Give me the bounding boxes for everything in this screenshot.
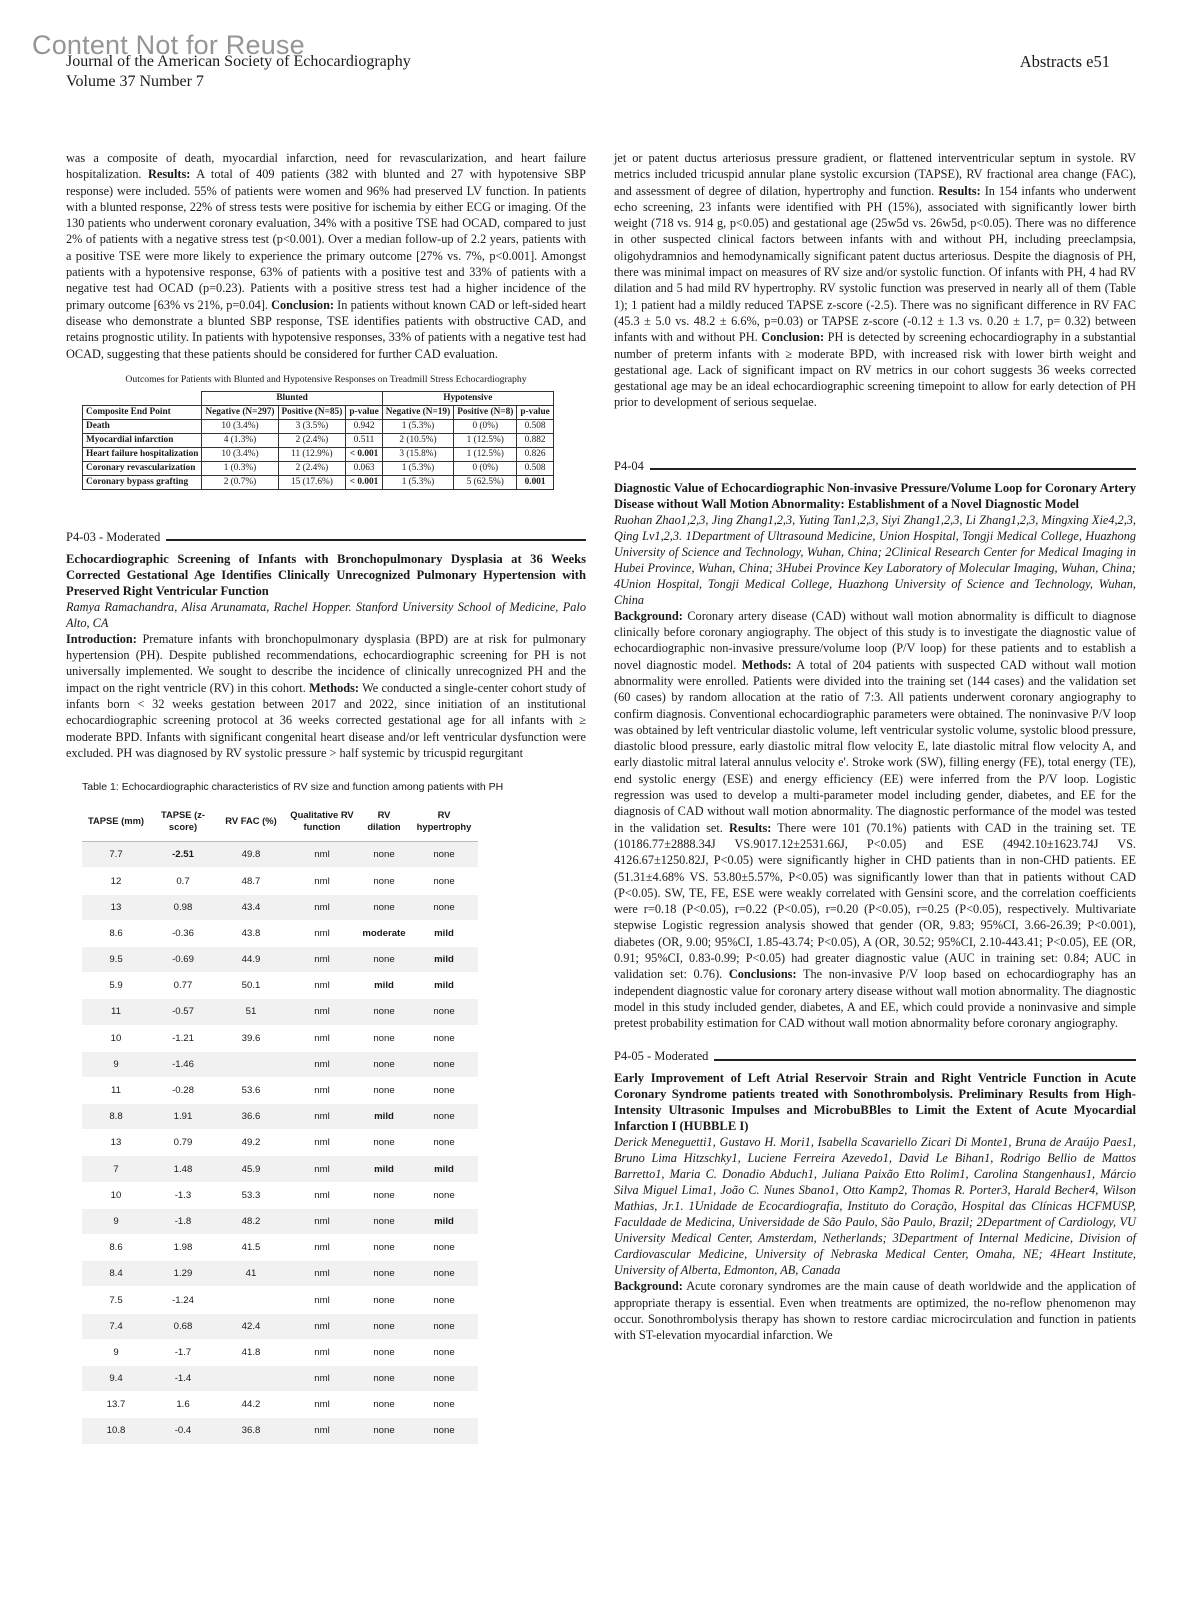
table-row: [82, 999, 478, 1025]
table-cell: 0 (0%): [454, 461, 517, 475]
table-cell: none: [358, 1130, 410, 1156]
table-cell: 43.4: [216, 894, 286, 920]
text-run: In patients without known CAD or left-sided heart disease who demonstrate a blunted SBP response, TSE identifies patients with obstructive CAD, and retains prognostic utility. In patients with hypotensive responses, 33% of patients with a negative test had OCAD, suggesting that these patients should be considered for further CAD evaluation.: [66, 297, 586, 361]
table-cell: none: [410, 1392, 478, 1418]
table-row: [83, 461, 554, 475]
table-cell: 8.8: [82, 1104, 150, 1130]
table-cell: Death: [83, 419, 202, 433]
table-cell: 0.826: [517, 447, 553, 461]
column-header: Negative (N=297): [202, 405, 278, 419]
table-cell: none: [410, 1339, 478, 1365]
table-cell: none: [410, 1182, 478, 1208]
table-cell: none: [358, 894, 410, 920]
table-cell: moderate: [358, 920, 410, 946]
table-cell: [216, 1365, 286, 1391]
table-cell: 11 (12.9%): [278, 447, 346, 461]
column-header: p-value: [346, 405, 382, 419]
text-run: In 154 infants who underwent echo screening, 23 infants were identified with PH (15%), associated with significantly lower birth weight (718 vs. 914 g, p<0.05) and gestational age (25w5d vs. 26w5d, p<0.05). There was no difference in other suspected clinical factors between infants with and without PH, including preeclampsia, oligohydramnios and hemodynamically significant patent ductus arteriosus. Despite the diagnosis of PH, there was minimal impact on measures of RV size and/or systolic function. Of infants with PH, 4 had RV dilation and 5 had mild RV hypertrophy. RV systolic function was preserved in nearly all of them (Table 1); 1 patient had a mildly reduced TAPSE z-score (-2.5). There was no significant difference in RV FAC (45.3 ± 5.0 vs. 48.2 ± 6.6%, p=0.03) or TAPSE z-score (-0.12 ± 1.3 vs. 0.20 ± 1.7, p= 0.32) between infants with and without PH.: [614, 183, 1136, 345]
table-cell: 1 (5.3%): [382, 419, 453, 433]
text-run: was a composite of death, myocardial infarction, need for revascularization, and heart failure hospitalization.: [66, 151, 586, 182]
table-cell: 1 (12.5%): [454, 433, 517, 447]
run-in-heading: Conclusions:: [728, 967, 797, 982]
table-cell: none: [410, 1104, 478, 1130]
table-cell: 2 (0.7%): [202, 475, 278, 489]
table-cell: none: [358, 1365, 410, 1391]
table-cell: 51: [216, 999, 286, 1025]
table-cell: 43.8: [216, 920, 286, 946]
table-cell: 2 (2.4%): [278, 433, 346, 447]
table-cell: none: [410, 1287, 478, 1313]
table-cell: none: [358, 1392, 410, 1418]
section-label: P4-03 - Moderated: [66, 529, 161, 544]
column-header: TAPSE (z-score): [150, 803, 216, 842]
group-header: Blunted: [202, 391, 382, 405]
table-row: [82, 1051, 478, 1077]
table-cell: 8.6: [82, 1235, 150, 1261]
abstract-body: [66, 631, 586, 761]
table-cell: 0.942: [346, 419, 382, 433]
table-row: [82, 1182, 478, 1208]
table-cell: 13.7: [82, 1392, 150, 1418]
table-cell: -0.69: [150, 946, 216, 972]
table-cell: < 0.001: [346, 447, 382, 461]
table-row: [82, 1156, 478, 1182]
table-cell: 8.4: [82, 1261, 150, 1287]
run-in-heading: Methods:: [741, 657, 792, 672]
table-row: [83, 475, 554, 489]
column-header: Qualitative RV function: [286, 803, 358, 842]
table-cell: 44.9: [216, 946, 286, 972]
table-cell: 48.2: [216, 1208, 286, 1234]
table-cell: 1.29: [150, 1261, 216, 1287]
table-cell: 0.508: [517, 461, 553, 475]
table-cell: 9: [82, 1339, 150, 1365]
column-header: p-value: [517, 405, 553, 419]
table-cell: nml: [286, 920, 358, 946]
table-cell: none: [358, 1051, 410, 1077]
table-cell: 0.508: [517, 419, 553, 433]
table-row: [82, 1287, 478, 1313]
table-cell: nml: [286, 1339, 358, 1365]
table-row: [82, 946, 478, 972]
table-cell: -0.28: [150, 1077, 216, 1103]
table-cell: none: [358, 1418, 410, 1444]
journal-volume: Volume 37 Number 7: [66, 73, 204, 90]
table-cell: 42.4: [216, 1313, 286, 1339]
table-cell: 1 (5.3%): [382, 475, 453, 489]
table-row: [82, 1235, 478, 1261]
table-cell: 10 (3.4%): [202, 419, 278, 433]
table-cell: 1 (12.5%): [454, 447, 517, 461]
table-cell: none: [410, 1130, 478, 1156]
right-column: [614, 150, 1136, 1344]
table-cell: nml: [286, 1025, 358, 1051]
abstract-title: Echocardiographic Screening of Infants with Bronchopulmonary Dysplasia at 36 Weeks Corrected Gestational Age Identifies Clinically Unrecognized Pulmonary Hypertension with Preserved Right Ventricular Function: [66, 551, 586, 598]
table-cell: -1.46: [150, 1051, 216, 1077]
table-cell: nml: [286, 1418, 358, 1444]
table-cell: 1.48: [150, 1156, 216, 1182]
table-cell: 49.2: [216, 1130, 286, 1156]
table-cell: 53.6: [216, 1077, 286, 1103]
column-header: RV hypertrophy: [410, 803, 478, 842]
table-cell: 4 (1.3%): [202, 433, 278, 447]
column-header: Negative (N=19): [382, 405, 453, 419]
table-cell: none: [410, 1313, 478, 1339]
abstract-authors: Ruohan Zhao1,2,3, Jing Zhang1,2,3, Yuting Tan1,2,3, Siyi Zhang1,2,3, Li Zhang1,2,3, Mingxing Xie4,2,3, Qing Lv1,2,3. 1Department of Ultrasound Medicine, Union Hospital, Tongji Medical College, Huazhong University of Science and Technology, Wuhan, China; 2Clinical Research Center for Medical Imaging in Hubei Province, Wuhan, China; 3Hubei Province Key Laboratory of Molecular Imaging, Wuhan, China; 4Union Hospital, Tongji Medical College, Huazhong University of Science and Technology, Wuhan, China: [614, 512, 1136, 607]
table2-caption: Table 1: Echocardiographic characteristics of RV size and function among patients with PH: [82, 781, 504, 794]
table-cell: 1 (5.3%): [382, 461, 453, 475]
divider: [714, 1059, 1136, 1061]
table1-caption: Outcomes for Patients with Blunted and Hypotensive Responses on Treadmill Stress Echocardiography: [125, 373, 527, 385]
run-in-heading: Results:: [729, 820, 772, 835]
table-cell: 10: [82, 1025, 150, 1051]
table-cell: nml: [286, 1365, 358, 1391]
table-cell: mild: [358, 1104, 410, 1130]
table-row: [82, 1261, 478, 1287]
table-cell: 48.7: [216, 868, 286, 894]
run-in-heading: Results:: [148, 167, 191, 182]
table-row: [82, 1365, 478, 1391]
table-cell: nml: [286, 1313, 358, 1339]
table-cell: 11: [82, 999, 150, 1025]
table-cell: 0.98: [150, 894, 216, 920]
table-cell: 49.8: [216, 842, 286, 868]
table-cell: 10 (3.4%): [202, 447, 278, 461]
column-header: Positive (N=85): [278, 405, 346, 419]
table-cell: nml: [286, 999, 358, 1025]
table-cell: none: [410, 842, 478, 868]
table-cell: -1.3: [150, 1182, 216, 1208]
table-cell: nml: [286, 894, 358, 920]
table-cell: none: [358, 1313, 410, 1339]
text-run: jet or patent ductus arteriosus pressure gradient, or flattened interventricular septum in systole. RV metrics included tricuspid annular plane systolic excursion (TAPSE), RV fractional area change (FAC), and assessment of degree of dilation, hypertrophy and function.: [614, 151, 1136, 198]
column-header: Positive (N=8): [454, 405, 517, 419]
table-cell: none: [358, 999, 410, 1025]
table-cell: nml: [286, 1182, 358, 1208]
run-in-heading: Introduction:: [66, 631, 137, 646]
section-label: P4-04: [614, 458, 644, 473]
table-cell: nml: [286, 973, 358, 999]
column-header: Composite End Point: [83, 405, 202, 419]
watermark: Content Not for Reuse: [32, 30, 305, 60]
table-cell: 45.9: [216, 1156, 286, 1182]
table-cell: 12: [82, 868, 150, 894]
table-cell: 0.77: [150, 973, 216, 999]
table-cell: 5 (62.5%): [454, 475, 517, 489]
table-cell: 9.4: [82, 1365, 150, 1391]
table-cell: 9: [82, 1208, 150, 1234]
table-cell: [216, 1051, 286, 1077]
table-cell: 41.5: [216, 1235, 286, 1261]
table-cell: 0.7: [150, 868, 216, 894]
table-cell: -1.4: [150, 1365, 216, 1391]
table-row: [82, 894, 478, 920]
table-cell: 44.2: [216, 1392, 286, 1418]
table-cell: none: [410, 1418, 478, 1444]
text-run: PH is detected by screening echocardiography in a substantial number of preterm infants with ≥ moderate BPD, with increased risk with lower birth weight and gestational age. Lack of significant impact on RV metrics in our cohort suggests 36 weeks corrected gestational age may be an ideal echocardiographic screening timepoint to allow for early detection of PH prior to development of serious sequelae.: [614, 330, 1137, 410]
table-cell: nml: [286, 1392, 358, 1418]
text-run: Premature infants with bronchopulmonary dysplasia (BPD) are at risk for pulmonary hypertension (PH). Despite published recommendations, echocardiographic screening for PH is not universally implemented. We sought to describe the incidence of clinically unrecognized PH and the impact on the right ventricle (RV) in this cohort.: [66, 631, 586, 695]
table-cell: none: [410, 1365, 478, 1391]
table-cell: -1.21: [150, 1025, 216, 1051]
table-cell: 36.8: [216, 1418, 286, 1444]
table-cell: mild: [410, 973, 478, 999]
table-cell: 7.7: [82, 842, 150, 868]
left-column: [66, 150, 586, 1445]
table-row: [82, 868, 478, 894]
table-cell: 15 (17.6%): [278, 475, 346, 489]
abstract-title: Diagnostic Value of Echocardiographic Non-invasive Pressure/Volume Loop for Coronary Artery Disease without Wall Motion Abnormality: Establishment of a Novel Diagnostic Model: [614, 480, 1136, 511]
table-cell: nml: [286, 1104, 358, 1130]
table-cell: 41.8: [216, 1339, 286, 1365]
table-cell: 1 (0.3%): [202, 461, 278, 475]
table-cell: nml: [286, 1287, 358, 1313]
table-cell: none: [358, 1235, 410, 1261]
table-cell: 3 (3.5%): [278, 419, 346, 433]
table-cell: mild: [358, 973, 410, 999]
table-cell: nml: [286, 1208, 358, 1234]
table-cell: 11: [82, 1077, 150, 1103]
table-cell: 0.882: [517, 433, 553, 447]
text-run: A total of 409 patients (382 with blunted and 27 with hypotensive SBP response) were included. 55% of patients were women and 96% had preserved LV function. In patients with a blunted response, 22% of stress tests were positive for ischemia by either ECG or imaging. Of the 130 patients who underwent coronary evaluation, 34% with a positive TSE had OCAD, compared to just 2% of patients with a negative stress test (p<0.001). Over a median follow-up of 2.2 years, patients with a positive TSE were more likely to experience the primary outcome [27% vs. 7%, p<0.001]. Amongst patients with a hypotensive response, 63% of patients with a positive test and 33% of patients with a negative test had OCAD (p=0.23). Patients with a positive stress test had a higher incidence of the primary outcome [63% vs 21%, p=0.04].: [66, 167, 586, 312]
table-row: [82, 1418, 478, 1444]
table-cell: 7: [82, 1156, 150, 1182]
table-cell: none: [410, 999, 478, 1025]
table-cell: 0.063: [346, 461, 382, 475]
table-row: [82, 842, 478, 868]
table-cell: Coronary revascularization: [83, 461, 202, 475]
table-cell: 2 (2.4%): [278, 461, 346, 475]
page-label: Abstracts e51: [1019, 52, 1110, 71]
abstract-authors: Ramya Ramachandra, Alisa Arunamata, Rachel Hopper. Stanford University School of Medicine, Palo Alto, CA: [66, 599, 586, 630]
table-cell: mild: [410, 920, 478, 946]
table-cell: nml: [286, 1235, 358, 1261]
table-cell: 9: [82, 1051, 150, 1077]
column-header: RV FAC (%): [216, 803, 286, 842]
table-cell: -0.36: [150, 920, 216, 946]
abstract-continuation: [66, 150, 586, 362]
run-in-heading: Conclusion:: [271, 297, 335, 312]
section-header: [66, 530, 586, 545]
table-cell: 7.5: [82, 1287, 150, 1313]
text-run: The non-invasive P/V loop based on echocardiography has an independent diagnostic value for coronary artery disease without wall motion abnormality. The diagnostic model in this study included gender, diabetes, A and EE, which could provide a noninvasive and simple pretest probability estimation for CAD without wall motion abnormality before coronary angiography.: [614, 967, 1136, 1031]
abstract-body: [614, 1278, 1136, 1343]
run-in-heading: Background:: [614, 608, 683, 623]
table-row: [82, 1208, 478, 1234]
table-cell: none: [358, 1025, 410, 1051]
table-cell: 8.6: [82, 920, 150, 946]
run-in-heading: Methods:: [309, 680, 359, 695]
table-cell: 53.3: [216, 1182, 286, 1208]
table-cell: none: [358, 1287, 410, 1313]
table-cell: 0.79: [150, 1130, 216, 1156]
text-run: Acute coronary syndromes are the main cause of death worldwide and the application of appropriate therapy is essential. Even when treatments are optimized, the no-reflow phenomenon may occur. Sonothrombolysis therapy has shown to restore cardiac microcirculation and function in patients with ST-elevation myocardial infarction. We: [614, 1279, 1136, 1343]
table-cell: none: [410, 894, 478, 920]
table-cell: 0 (0%): [454, 419, 517, 433]
text-run: There were 101 (70.1%) patients with CAD in the training set. TE (10186.77±2888.34J VS.9017.12±2531.66J, P<0.05) and ESE (4942.10±1623.74J VS. 4126.67±1250.82J, P<0.05) were significantly higher in CHD patients than in non-CHD patients. EE (51.31±4.68% VS. 53.80±5.57%, P<0.05) was significantly lower than that in patients without CAD (P<0.05). SW, TE, FE, ESE were weakly correlated with Gensini score, and the correlation coefficients were r=0.18 (P<0.05), r=0.22 (P<0.05), r=0.20 (P<0.05), r=0.25 (P<0.05), respectively. Multivariate stepwise Logistic regression analysis showed that gender (OR, 9.83; 95%CI, 3.66-26.39; P<0.001), diabetes (OR, 9.00; 95%CI, 1.85-43.74; P<0.05), A (OR, 30.52; 95%CI, 2.10-443.41; P<0.05), EE (OR, 0.91; 95%CI, 0.83-0.99; P<0.05) had greater diagnostic value (AUC in training set: 0.84; AUC in validation set: 0.76).: [614, 820, 1137, 982]
text-run: A total of 204 patients with suspected CAD without wall motion abnormality were enrolled. Patients were divided into the training set (144 cases) and the validation set (60 cases) by random allocation at the ratio of 7:3. All patients underwent coronary angiography to confirm diagnosis. Conventional echocardiographic parameters were obtained. The noninvasive P/V loop was obtained by left ventricular diastolic volume, left ventricular systolic volume, systolic blood pressure, diastolic blood pressure, early diastolic mitral flow velocity E, late diastolic mitral flow velocity A, and early diastolic mitral lateral annulus velocity e'. Stroke work (SW), filling energy (FE), total energy (TE), end systolic energy (ESE) and energy efficiency (EE) were inferred from the P/V loop. Logistic regression was used to develop a multi-parameter model including gender, diabetes, and EE for the diagnosis of CAD without wall motion abnormality. The diagnostic performance of the model was tested in the validation set.: [614, 657, 1136, 835]
table-cell: none: [358, 1208, 410, 1234]
run-in-heading: Results:: [938, 183, 981, 198]
table-cell: none: [358, 1182, 410, 1208]
rv-characteristics-table: [82, 803, 478, 1444]
table-row: [83, 447, 554, 461]
text-run: We conducted a single-center cohort study of infants born < 32 weeks gestation between 2017 and 2022, since initiation of an institutional echocardiographic screening protocol at 36 weeks corrected gestational age for all infants with ≥ moderate BPD. Infants with significant congenital heart disease and/or left ventricular dysfunction were excluded. PH was diagnosed by RV systolic pressure > half systemic by tricuspid regurgitant: [66, 680, 586, 760]
abstract-authors: Derick Meneguetti1, Gustavo H. Mori1, Isabella Scavariello Zicari Di Monte1, Bruna de Araújo Paes1, Bruno Lima Hitzschky1, Luciene Ferreira Azevedo1, David Le Bihan1, Rodrigo Bellio de Mattos Barretto1, Maria C. Donadio Abduch1, Juliana Paixão Etto Rolim1, Carolina Stangenhaus1, Márcio Silva Miguel Lima1, João C. Nunes Sbano1, Otto Kamp2, Thomas R. Porter3, Harald Becher4, Wilson Mathias, Jr.1. 1Unidade de Ecocardiografia, Instituto do Coração, Hospital das Clínicas HCFMUSP, Faculdade de Medicina, Universidade de São Paulo, São Paulo, Brazil; 2Department of Cardiology, VU University Medical Center, Amsterdam, Netherlands; 3Department of Internal Medicine, Division of Cardiovascular Medicine, University of Nebraska Medical Center, Omaha, NE; 4Heart Institute, University of Alberta, Edmonton, AB, Canada: [614, 1135, 1136, 1278]
table-cell: nml: [286, 868, 358, 894]
table-cell: 0.511: [346, 433, 382, 447]
table-cell: < 0.001: [346, 475, 382, 489]
outcomes-table: [82, 391, 554, 490]
group-header: Hypotensive: [382, 391, 553, 405]
table-cell: Coronary bypass grafting: [83, 475, 202, 489]
table-row: [82, 1392, 478, 1418]
table-row: [82, 1339, 478, 1365]
column-header: TAPSE (mm): [82, 803, 150, 842]
table-cell: none: [410, 868, 478, 894]
table-cell: nml: [286, 1077, 358, 1103]
table-cell: none: [410, 1261, 478, 1287]
table-cell: 1.98: [150, 1235, 216, 1261]
table-cell: 7.4: [82, 1313, 150, 1339]
table-cell: none: [358, 1077, 410, 1103]
table-cell: none: [410, 1051, 478, 1077]
table-row: [82, 1025, 478, 1051]
run-in-heading: Conclusion:: [761, 330, 825, 345]
table-cell: mild: [410, 946, 478, 972]
table-cell: 50.1: [216, 973, 286, 999]
table-cell: nml: [286, 946, 358, 972]
divider: [166, 539, 586, 541]
table-row: [82, 920, 478, 946]
section-label: P4-05 - Moderated: [614, 1049, 709, 1064]
table-row: [83, 433, 554, 447]
table-cell: -1.24: [150, 1287, 216, 1313]
table-cell: none: [358, 868, 410, 894]
table-cell: nml: [286, 1130, 358, 1156]
table-cell: nml: [286, 1156, 358, 1182]
table-cell: mild: [358, 1156, 410, 1182]
table-row: [82, 1077, 478, 1103]
table-row: [82, 1104, 478, 1130]
table-cell: 1.6: [150, 1392, 216, 1418]
abstract-continuation: [614, 150, 1136, 411]
table-cell: mild: [410, 1208, 478, 1234]
table-cell: 0.68: [150, 1313, 216, 1339]
divider: [650, 468, 1136, 470]
table-cell: -0.57: [150, 999, 216, 1025]
table-cell: [216, 1287, 286, 1313]
table-row: [82, 1130, 478, 1156]
table-cell: none: [358, 1339, 410, 1365]
table-cell: Myocardial infarction: [83, 433, 202, 447]
table-cell: -1.8: [150, 1208, 216, 1234]
table-cell: 5.9: [82, 973, 150, 999]
table-cell: 41: [216, 1261, 286, 1287]
table-cell: 1.91: [150, 1104, 216, 1130]
abstract-body: [614, 608, 1136, 1032]
table-cell: none: [358, 946, 410, 972]
run-in-heading: Background:: [614, 1279, 683, 1294]
table-cell: none: [410, 1025, 478, 1051]
table-row: [83, 419, 554, 433]
table-cell: 10: [82, 1182, 150, 1208]
abstract-title: Early Improvement of Left Atrial Reservoir Strain and Right Ventricle Function in Acute Coronary Syndrome patients treated with Sonothrombolysis. Preliminary Results from High-Intensity Ultrasonic Impulses and MicrobuBBles to Limit the Extent of Acute Myocardial Infarction I (HUBBLE I): [614, 1071, 1136, 1134]
table-cell: 2 (10.5%): [382, 433, 453, 447]
column-header: RV dilation: [358, 803, 410, 842]
table-cell: nml: [286, 1051, 358, 1077]
table-row: [82, 1313, 478, 1339]
table-cell: none: [410, 1077, 478, 1103]
table-cell: 13: [82, 894, 150, 920]
journal-name: Journal of the American Society of Echocardiography: [66, 53, 411, 70]
table-cell: Heart failure hospitalization: [83, 447, 202, 461]
table-cell: 13: [82, 1130, 150, 1156]
table-row: [82, 973, 478, 999]
table-cell: -0.4: [150, 1418, 216, 1444]
table-cell: nml: [286, 842, 358, 868]
section-header: [614, 459, 1136, 474]
text-run: Coronary artery disease (CAD) without wall motion abnormality is difficult to diagnose clinically before coronary angiography. The object of this study is to investigate the diagnostic value of echocardiographic non-invasive pressure/volume loop (P/V loop) for these patients and to establish a novel diagnostic model.: [614, 608, 1136, 672]
table-cell: none: [410, 1235, 478, 1261]
table-cell: 0.001: [517, 475, 553, 489]
table-cell: 3 (15.8%): [382, 447, 453, 461]
table-cell: none: [358, 1261, 410, 1287]
table-cell: 9.5: [82, 946, 150, 972]
table-cell: -1.7: [150, 1339, 216, 1365]
table-cell: 10.8: [82, 1418, 150, 1444]
table-cell: mild: [410, 1156, 478, 1182]
table-cell: 39.6: [216, 1025, 286, 1051]
table-cell: none: [358, 842, 410, 868]
table-cell: -2.51: [150, 842, 216, 868]
section-header: [614, 1049, 1136, 1064]
table-cell: nml: [286, 1261, 358, 1287]
table-cell: 36.6: [216, 1104, 286, 1130]
